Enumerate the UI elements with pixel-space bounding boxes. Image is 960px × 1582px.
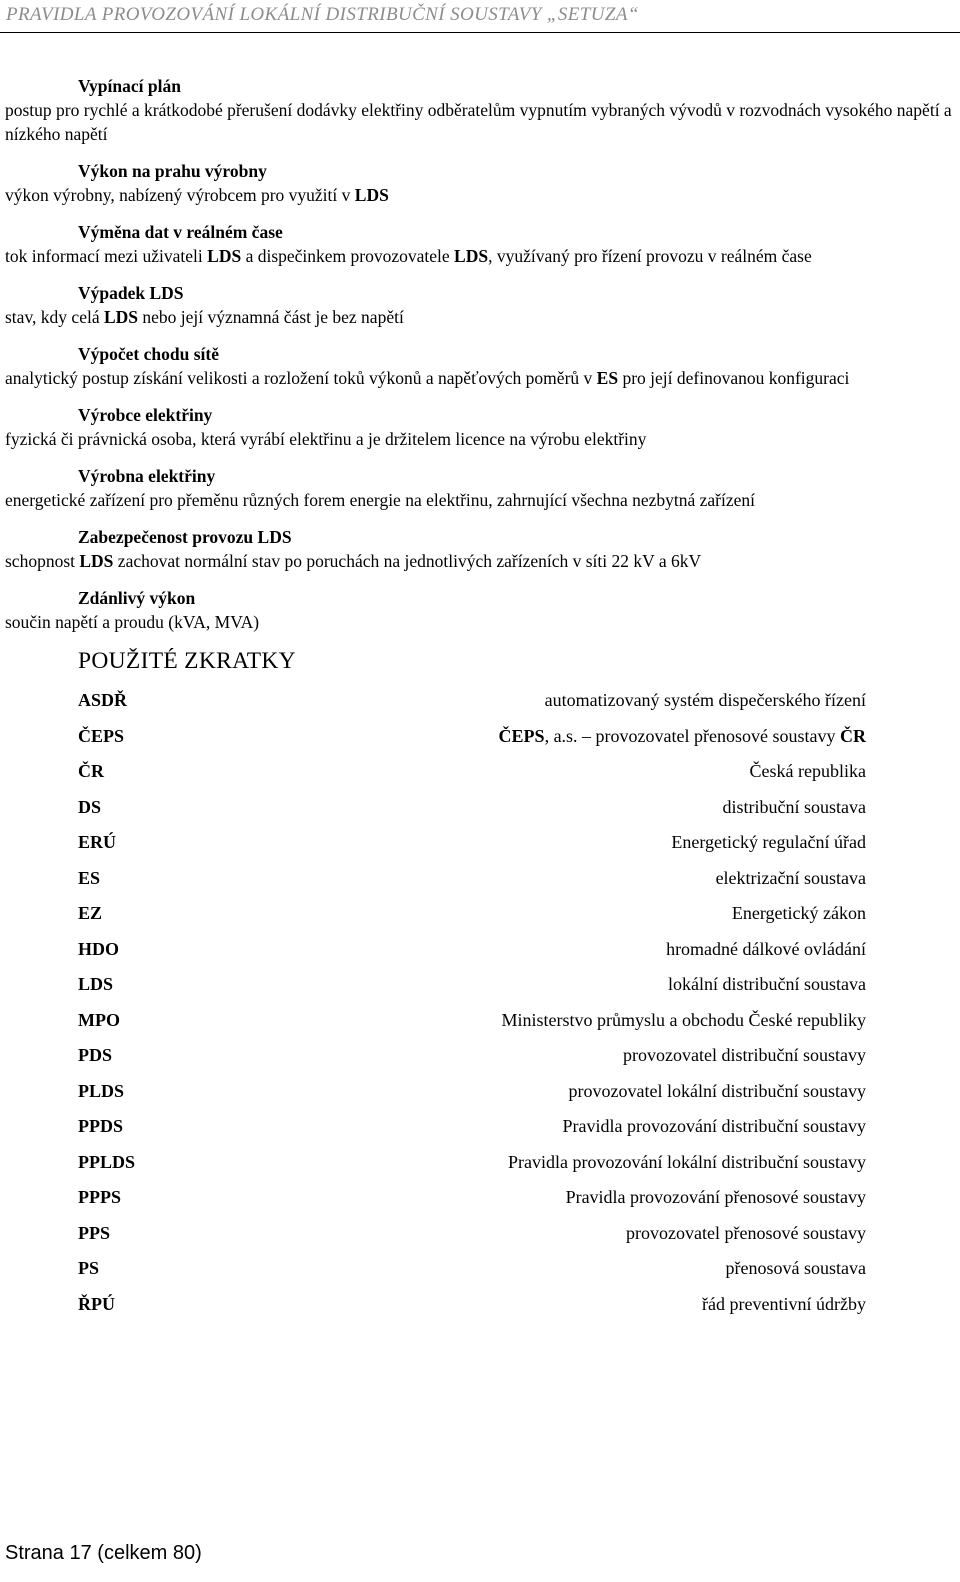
abbreviation-meaning: provozovatel přenosové soustavy: [626, 1222, 866, 1243]
abbreviation-meaning: ČEPS, a.s. – provozovatel přenosové soustavy ČR: [498, 725, 866, 746]
abbreviation-row: [78, 757, 866, 793]
document-title: PRAVIDLA PROVOZOVÁNÍ LOKÁLNÍ DISTRIBUČNÍ SOUSTAVY „SETUZA“: [6, 4, 639, 25]
abbreviation-code: PDS: [78, 1045, 113, 1065]
page-header: [0, 0, 960, 33]
definition-text: analytický postup získání velikosti a rozložení toků výkonů a napěťových poměrů v ES pro její definovanou konfiguraci: [5, 368, 850, 388]
definition-term: Zabezpečenost provozu LDS: [78, 527, 292, 547]
abbreviation-meaning: Česká republika: [749, 761, 866, 781]
definition-entry: [5, 586, 955, 634]
definition-entry: [5, 220, 955, 268]
abbreviation-row: [78, 722, 866, 758]
definition-entry: [5, 464, 955, 512]
abbreviation-meaning: automatizovaný systém dispečerského řízení: [544, 690, 866, 710]
abbreviation-row: [78, 1077, 866, 1113]
abbreviation-row: [78, 1219, 866, 1255]
abbreviation-row: [78, 1254, 866, 1290]
abbreviation-code: PPDS: [78, 1116, 123, 1136]
definition-term: Výrobce elektřiny: [78, 405, 213, 425]
definition-entry: [5, 342, 955, 390]
abbreviation-meaning: Ministerstvo průmyslu a obchodu České republiky: [501, 1009, 866, 1030]
definition-entry: [5, 281, 955, 329]
abbreviation-row: [78, 899, 866, 935]
abbreviation-meaning: Energetický regulační úřad: [671, 832, 866, 852]
definition-text: stav, kdy celá LDS nebo její významná část je bez napětí: [5, 307, 404, 327]
abbreviation-meaning: provozovatel lokální distribuční soustavy: [568, 1080, 866, 1101]
abbreviation-meaning: lokální distribuční soustava: [668, 974, 866, 994]
abbreviation-meaning: Pravidla provozování lokální distribuční soustavy: [508, 1151, 866, 1172]
abbreviation-code: EZ: [78, 903, 103, 923]
abbreviations-list: [78, 686, 866, 1325]
definition-text: fyzická či právnická osoba, která vyrábí elektřinu a je držitelem licence na výrobu elektřiny: [5, 429, 647, 449]
definition-text: postup pro rychlé a krátkodobé přerušení dodávky elektřiny odběratelům vypnutím vybraných vývodů v rozvodnách vysokého napětí a nízkého napětí: [5, 100, 952, 144]
page-number: Strana 17 (celkem 80): [5, 1542, 202, 1564]
definition-term: Výpadek LDS: [78, 283, 184, 303]
abbreviation-row: [78, 970, 866, 1006]
definition-entry: [5, 159, 955, 207]
abbreviation-row: [78, 1148, 866, 1184]
abbreviation-row: [78, 1290, 866, 1326]
abbreviation-code: PPLDS: [78, 1151, 136, 1172]
abbreviation-row: [78, 864, 866, 900]
abbreviation-code: ŘPÚ: [78, 1293, 115, 1314]
abbreviation-row: [78, 1183, 866, 1219]
definition-term: Výpočet chodu sítě: [78, 344, 219, 364]
abbreviation-code: PLDS: [78, 1080, 125, 1101]
abbreviation-code: PPPS: [78, 1187, 121, 1207]
definition-text: výkon výrobny, nabízený výrobcem pro využití v LDS: [5, 185, 389, 205]
definition-text: tok informací mezi uživateli LDS a dispečinkem provozovatele LDS, využívaný pro řízení provozu v reálném čase: [5, 246, 812, 266]
abbreviations-heading: POUŽITÉ ZKRATKY: [78, 648, 296, 674]
definition-entry: [5, 403, 955, 451]
abbreviation-code: ČR: [78, 761, 104, 781]
definition-term: Vypínací plán: [78, 76, 181, 96]
definition-text: schopnost LDS zachovat normální stav po poruchách na jednotlivých zařízeních v síti 22 kV a 6kV: [5, 551, 702, 571]
definition-term: Zdánlivý výkon: [78, 588, 196, 608]
definition-text: energetické zařízení pro přeměnu různých forem energie na elektřinu, zahrnující všechna nezbytná zařízení: [5, 490, 756, 510]
abbreviation-code: PPS: [78, 1222, 111, 1243]
abbreviation-code: LDS: [78, 974, 114, 994]
abbreviation-code: PS: [78, 1258, 100, 1278]
abbreviation-meaning: elektrizační soustava: [715, 867, 866, 888]
abbreviation-code: ASDŘ: [78, 690, 128, 710]
abbreviation-meaning: provozovatel distribuční soustavy: [623, 1045, 866, 1065]
abbreviation-row: [78, 828, 866, 864]
abbreviation-meaning: řád preventivní údržby: [702, 1293, 866, 1314]
abbreviation-row: [78, 686, 866, 722]
definition-term: Výměna dat v reálném čase: [78, 222, 283, 242]
abbreviation-row: [78, 1006, 866, 1042]
abbreviation-meaning: přenosová soustava: [725, 1258, 866, 1278]
abbreviation-meaning: Pravidla provozování přenosové soustavy: [565, 1187, 866, 1207]
abbreviation-code: MPO: [78, 1009, 120, 1030]
abbreviation-code: DS: [78, 796, 102, 817]
abbreviation-row: [78, 935, 866, 971]
abbreviation-row: [78, 1041, 866, 1077]
abbreviation-code: ČEPS: [78, 725, 125, 746]
abbreviation-code: ES: [78, 867, 101, 888]
definitions-list: [5, 74, 955, 647]
definition-term: Výrobna elektřiny: [78, 466, 216, 486]
abbreviation-meaning: Pravidla provozování distribuční soustavy: [562, 1116, 866, 1136]
abbreviation-meaning: distribuční soustava: [722, 796, 866, 817]
definition-entry: [5, 525, 955, 573]
abbreviation-row: [78, 1112, 866, 1148]
abbreviation-code: ERÚ: [78, 832, 117, 852]
definition-term: Výkon na prahu výrobny: [78, 161, 267, 181]
abbreviation-row: [78, 793, 866, 829]
definition-text: součin napětí a proudu (kVA, MVA): [5, 612, 260, 632]
abbreviation-code: HDO: [78, 938, 120, 959]
abbreviation-meaning: hromadné dálkové ovládání: [666, 938, 866, 959]
abbreviation-meaning: Energetický zákon: [731, 903, 866, 923]
definition-entry: [5, 74, 955, 146]
